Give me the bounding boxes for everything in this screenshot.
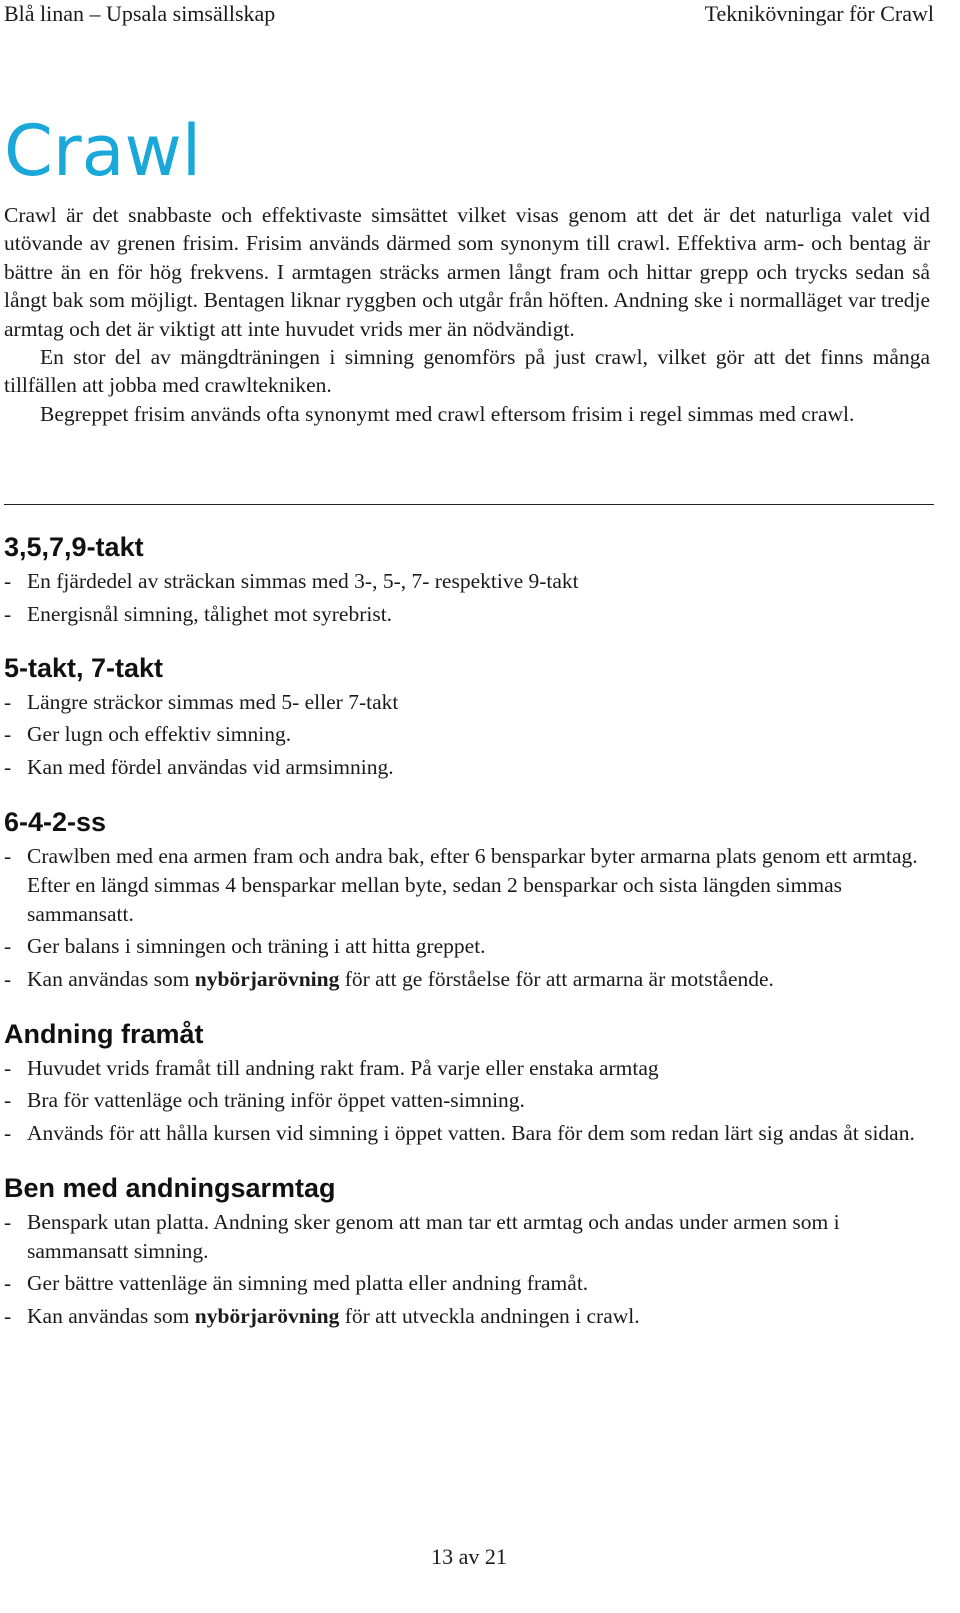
intro-paragraph: Begreppet frisim används ofta synonymt med crawl eftersom frisim i regel simmas med crawl. xyxy=(40,401,855,426)
list-item-text: Benspark utan platta. Andning sker genom att man tar ett armtag och andas under armen som i sammansatt simning. xyxy=(27,1209,840,1263)
section-heading: Andning framåt xyxy=(4,1018,204,1049)
emphasis-text: nybörjarövning xyxy=(194,966,340,991)
dash-bullet: - xyxy=(4,754,12,779)
exercise-sections xyxy=(4,527,934,1334)
exercise-section xyxy=(4,1168,934,1331)
emphasis-text: nybörjarövning xyxy=(194,1303,340,1328)
bullet-list xyxy=(4,842,934,994)
list-item-text: Crawlben med ena armen fram och andra bak, efter 6 bensparkar byter armarna plats genom ett armtag. Efter en längd simmas 4 bensparkar mellan byte, sedan 2 bensparkar och sista längden simmas sammansatt. xyxy=(27,843,918,926)
list-item xyxy=(4,1208,934,1266)
list-item xyxy=(4,1054,934,1083)
header-right: Teknikövningar för Crawl xyxy=(704,1,934,26)
list-item-text: Kan användas som xyxy=(27,966,195,991)
exercise-section xyxy=(4,1014,934,1148)
list-item xyxy=(4,567,934,596)
list-item-text: för att ge förståelse för att armarna är motstående. xyxy=(339,966,774,991)
bullet-list xyxy=(4,1208,934,1331)
list-item-text: Längre sträckor simmas med 5- eller 7-takt xyxy=(27,689,399,714)
list-item-text: Ger balans i simningen och träning i att hitta greppet. xyxy=(27,934,486,958)
list-item-text: Ger bättre vattenläge än simning med platta eller andning framåt. xyxy=(27,1271,589,1295)
dash-bullet: - xyxy=(4,1088,12,1112)
section-heading: 5-takt, 7-takt xyxy=(4,652,164,683)
dash-bullet: - xyxy=(4,966,12,991)
list-item xyxy=(4,965,934,994)
list-item-text: för att utveckla andningen i crawl. xyxy=(339,1303,640,1328)
dash-bullet: - xyxy=(4,569,12,593)
list-item xyxy=(4,1119,934,1148)
exercise-section xyxy=(4,648,934,782)
list-item-text: Bra för vattenläge och träning inför öppet vatten-simning. xyxy=(27,1088,525,1112)
bullet-list xyxy=(4,688,934,782)
list-item xyxy=(4,932,934,961)
list-item xyxy=(4,688,934,717)
list-item-text: Kan användas som xyxy=(27,1303,195,1328)
intro-text xyxy=(4,201,930,428)
exercise-section xyxy=(4,527,934,629)
dash-bullet: - xyxy=(4,934,12,958)
intro-paragraph: Crawl är det snabbaste och effektivaste simsättet vilket visas genom att det är det naturliga valet vid utövande av grenen frisim. Frisim används därmed som synonym till crawl. Effektiva arm- och bentag är bättre än en för hög frekvens. I armtagen sträcks armen långt fram och hittar grepp och trycks sedan så långt bak som möjligt. Bentagen liknar ryggben och utgår från höften. Andning ske i normalläget var tredje armtag och det är viktigt att inte huvudet vrids mer än nödvändigt. xyxy=(4,203,930,341)
list-item xyxy=(4,1269,934,1298)
bullet-list xyxy=(4,1054,934,1148)
list-item-text: Kan med fördel användas vid armsimning. xyxy=(27,754,394,779)
dash-bullet: - xyxy=(4,1120,12,1145)
list-item-text: Används för att hålla kursen vid simning i öppet vatten. Bara för dem som redan lärt sig andas åt sidan. xyxy=(27,1120,915,1145)
list-item xyxy=(4,842,934,929)
bullet-list xyxy=(4,567,934,629)
exercise-section xyxy=(4,802,934,994)
list-item xyxy=(4,753,934,782)
list-item xyxy=(4,720,934,749)
dash-bullet: - xyxy=(4,601,12,626)
list-item-text: Energisnål simning, tålighet mot syrebrist. xyxy=(27,601,393,626)
section-heading: 3,5,7,9-takt xyxy=(4,532,144,562)
intro-paragraph: En stor del av mängdträningen i simning genomförs på just crawl, vilket gör att det finns många tillfällen att jobba med crawltekniken. xyxy=(4,345,930,398)
dash-bullet: - xyxy=(4,843,12,868)
section-heading: 6-4-2-ss xyxy=(4,806,107,837)
dash-bullet: - xyxy=(4,1209,12,1234)
dash-bullet: - xyxy=(4,1271,12,1295)
dash-bullet: - xyxy=(4,1303,12,1328)
section-heading: Ben med andningsarmtag xyxy=(4,1172,336,1203)
dash-bullet: - xyxy=(4,722,12,746)
page-title: Crawl xyxy=(4,110,202,192)
list-item-text: Huvudet vrids framåt till andning rakt fram. På varje eller enstaka armtag xyxy=(27,1055,659,1080)
header-left: Blå linan – Upsala simsällskap xyxy=(4,1,276,26)
list-item-text: En fjärdedel av sträckan simmas med 3-, 5-, 7- respektive 9-takt xyxy=(27,569,579,593)
horizontal-divider xyxy=(4,504,934,505)
list-item xyxy=(4,1086,934,1115)
list-item xyxy=(4,1302,934,1331)
list-item xyxy=(4,600,934,629)
dash-bullet: - xyxy=(4,689,12,714)
list-item-text: Ger lugn och effektiv simning. xyxy=(27,722,292,746)
dash-bullet: - xyxy=(4,1055,12,1080)
document-page xyxy=(4,0,934,1613)
running-header xyxy=(4,0,934,30)
page-number: 13 av 21 xyxy=(431,1544,507,1569)
